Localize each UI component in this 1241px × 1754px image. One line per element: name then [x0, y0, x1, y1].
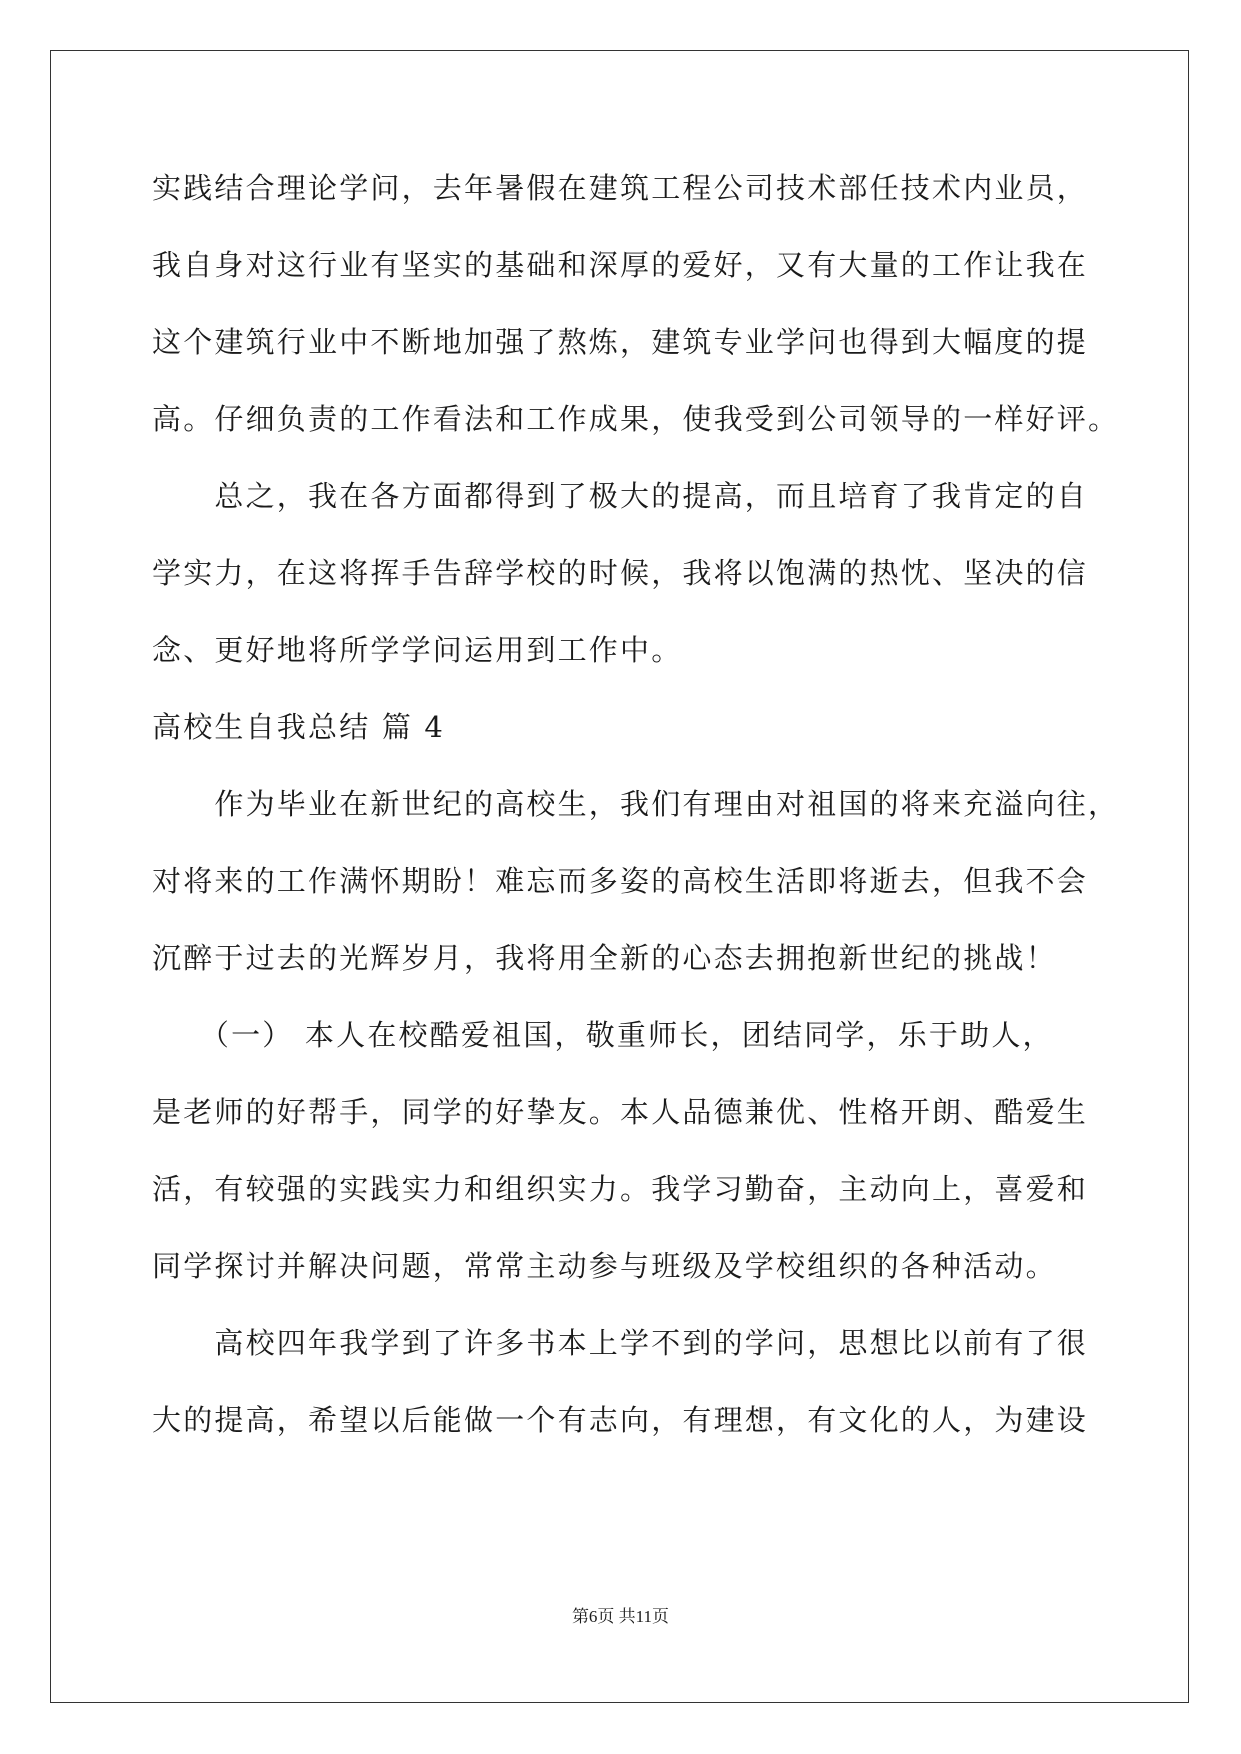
text-line: 是老师的好帮手，同学的好挚友。本人品德兼优、性格开朗、酷爱生	[152, 1095, 1089, 1129]
page-number-footer: 第6页 共11页	[571, 1607, 670, 1626]
text-line: 对将来的工作满怀期盼！难忘而多姿的高校生活即将逝去，但我不会	[152, 864, 1089, 898]
section-heading: 高校生自我总结 篇 4	[152, 710, 446, 744]
text-line: 活，有较强的实践实力和组织实力。我学习勤奋，主动向上，喜爱和	[152, 1172, 1089, 1206]
text-line: 这个建筑行业中不断地加强了熬炼，建筑专业学问也得到大幅度的提	[152, 325, 1089, 359]
text-line: 学实力，在这将挥手告辞学校的时候，我将以饱满的热忱、坚决的信	[152, 556, 1089, 590]
text-line: （一） 本人在校酷爱祖国，敬重师长，团结同学，乐于助人，	[152, 1018, 1054, 1052]
text-line: 大的提高，希望以后能做一个有志向，有理想，有文化的人，为建设	[152, 1403, 1089, 1437]
text-line: 实践结合理论学问，去年暑假在建筑工程公司技术部任技术内业员，	[152, 171, 1089, 205]
text-line: 作为毕业在新世纪的高校生，我们有理由对祖国的将来充溢向往，	[152, 787, 1120, 821]
text-line: 我自身对这行业有坚实的基础和深厚的爱好，又有大量的工作让我在	[152, 248, 1089, 282]
text-line: 高校四年我学到了许多书本上学不到的学问，思想比以前有了很	[152, 1326, 1089, 1360]
text-line: 沉醉于过去的光辉岁月，我将用全新的心态去拥抱新世纪的挑战！	[152, 941, 1057, 975]
text-line: 同学探讨并解决问题，常常主动参与班级及学校组织的各种活动。	[152, 1249, 1057, 1283]
text-line: 总之，我在各方面都得到了极大的提高，而且培育了我肯定的自	[152, 479, 1089, 513]
text-line: 高。仔细负责的工作看法和工作成果，使我受到公司领导的一样好评。	[152, 402, 1120, 436]
text-line: 念、更好地将所学学问运用到工作中。	[152, 633, 683, 667]
